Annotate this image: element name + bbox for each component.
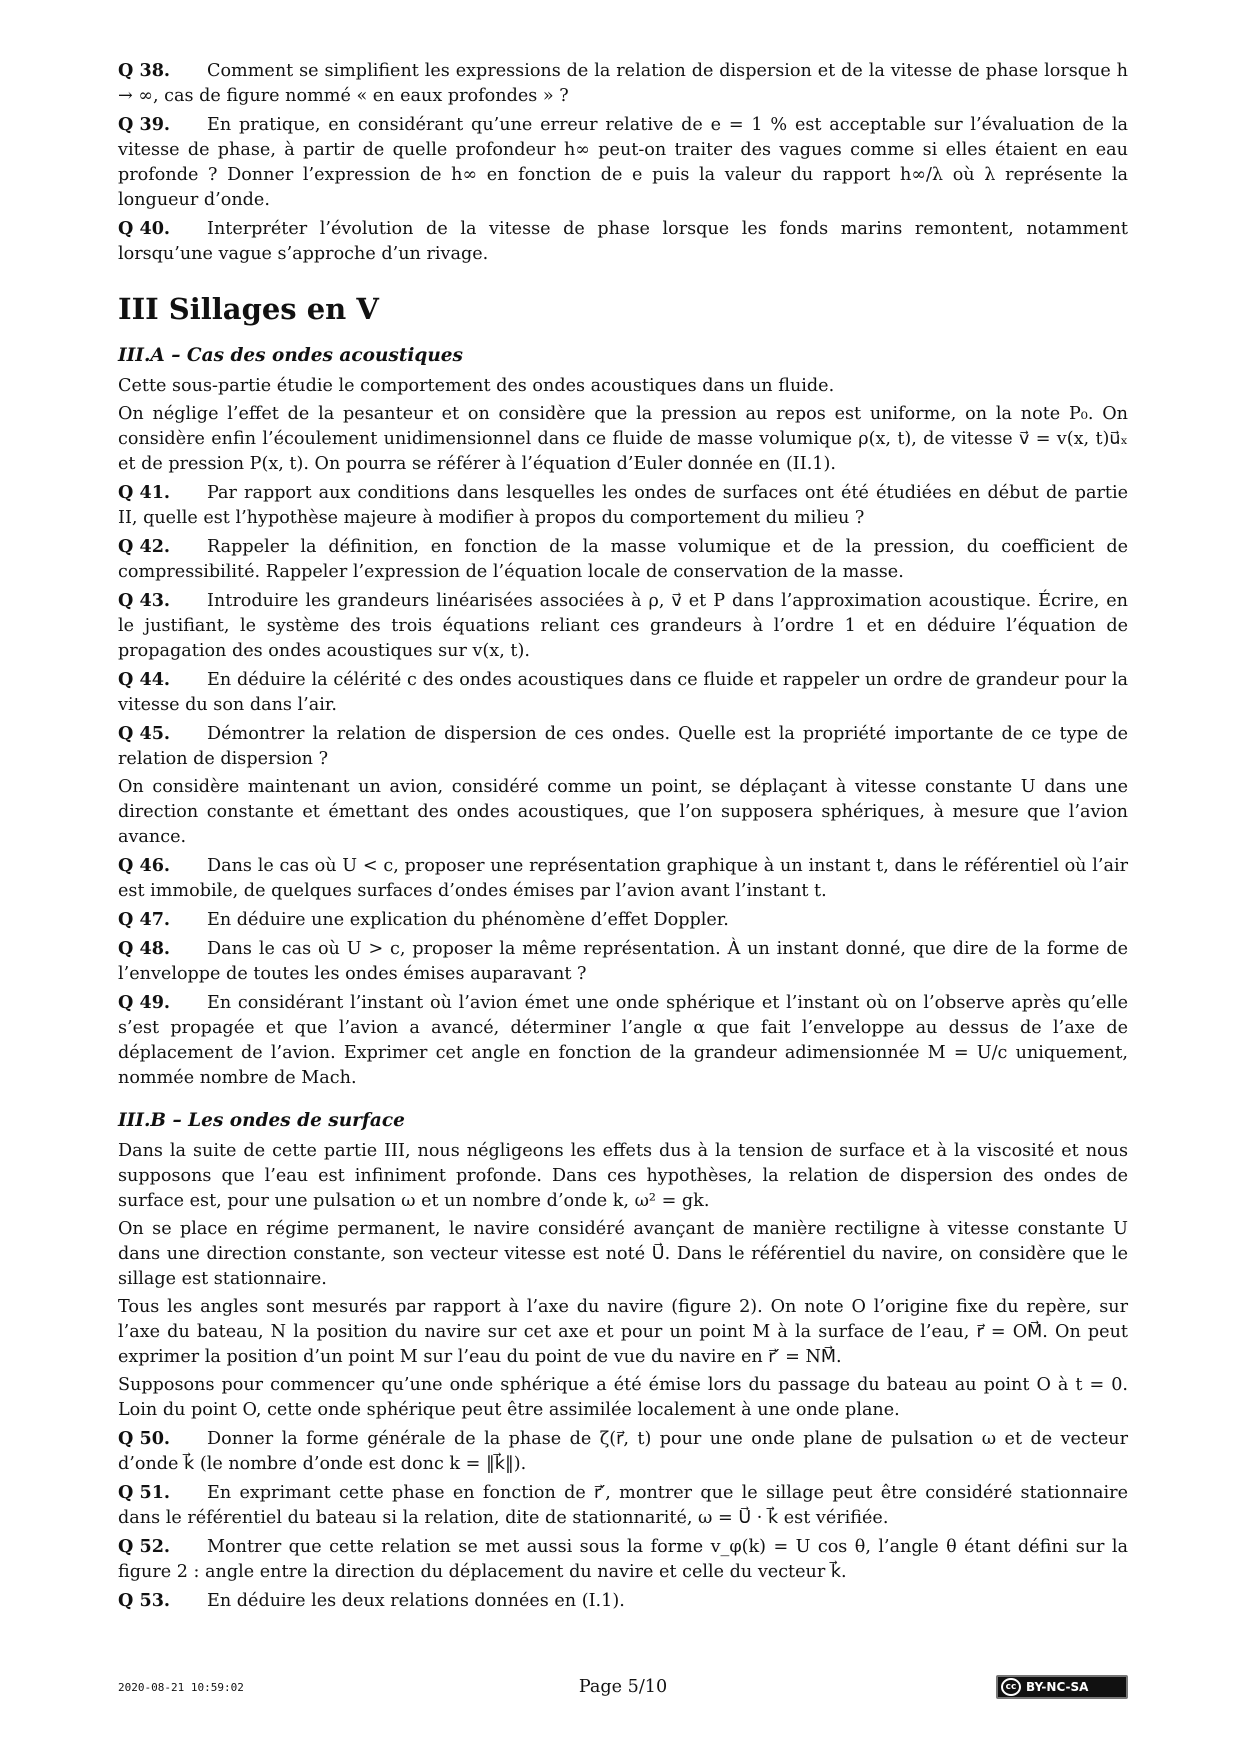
question-text: Introduire les grandeurs linéarisées associées à ρ, v⃗ et P dans l’approximation acoustique. Écrire, en le justifiant, le système des trois équations reliant ces grandeurs à l’ordre 1 et en déduire l’équation de propagation des ondes acoustiques sur v(x, t). [118, 591, 1128, 661]
subsection-a-title: III.A – Cas des ondes acoustiques [118, 345, 463, 366]
question-text: En exprimant cette phase en fonction de r⃗′, montrer que le sillage peut être considéré stationnaire dans le référentiel du bateau si la relation, dite de stationnarité, ω = U⃗ · k⃗ est vérifiée. [118, 1483, 1128, 1528]
question-text: Interpréter l’évolution de la vitesse de phase lorsque les fonds marins remontent, notamment lorsqu’une vague s’approche d’un rivage. [118, 219, 1128, 264]
question-number: Q 38. [118, 60, 171, 81]
question-38 [118, 58, 1128, 109]
question-42 [118, 534, 1128, 585]
question-number: Q 43. [118, 590, 171, 611]
timestamp: 2020-08-21 10:59:02 [118, 1681, 244, 1694]
question-text: En considérant l’instant où l’avion émet une onde sphérique et l’instant où on l’observe après qu’elle s’est propagée et que l’avion a avancé, déterminer l’angle α que fait l’enveloppe au dessus de l’axe de déplacement de l’avion. Exprimer cet angle en fonction de la grandeur adimensionnée M = U/c uniquement, nommée nombre de Mach. [118, 993, 1128, 1088]
paragraph: Cette sous-partie étudie le comportement des ondes acoustiques dans un fluide. [118, 376, 835, 396]
question-text: En pratique, en considérant qu’une erreur relative de e = 1 % est acceptable sur l’évaluation de la vitesse de phase, à partir de quelle profondeur h∞ peut-on traiter des vagues comme si elles étaient en eau profonde ? Donner l’expression de h∞ en fonction de e puis la valeur du rapport h∞/λ où λ représente la longueur d’onde. [118, 115, 1128, 210]
question-45 [118, 721, 1128, 772]
question-number: Q 45. [118, 723, 171, 744]
question-number: Q 39. [118, 114, 171, 135]
question-53 [118, 1588, 1128, 1614]
subsection-b-title: III.B – Les ondes de surface [118, 1110, 405, 1131]
question-46 [118, 853, 1128, 904]
question-text: Dans le cas où U < c, proposer une représentation graphique à un instant t, dans le référentiel où l’air est immobile, de quelques surfaces d’ondes émises par l’avion avant l’instant t. [118, 856, 1128, 901]
question-number: Q 40. [118, 218, 171, 239]
question-number: Q 46. [118, 855, 171, 876]
question-52 [118, 1534, 1128, 1585]
question-text: Dans le cas où U > c, proposer la même représentation. À un instant donné, que dire de la forme de l’enveloppe de toutes les ondes émises auparavant ? [118, 939, 1128, 984]
question-text: Comment se simplifient les expressions de la relation de dispersion et de la vitesse de phase lorsque h → ∞, cas de figure nommé « en eaux profondes » ? [118, 61, 1128, 106]
question-43 [118, 588, 1128, 664]
page-number: Page 5/10 [578, 1677, 668, 1697]
question-number: Q 44. [118, 669, 171, 690]
question-text: Montrer que cette relation se met aussi sous la forme v_φ(k) = U cos θ, l’angle θ étant défini sur la figure 2 : angle entre la direction du déplacement du navire et celle du vecteur k⃗. [118, 1537, 1128, 1582]
question-51 [118, 1480, 1128, 1531]
page-footer [118, 1675, 1128, 1705]
question-number: Q 42. [118, 536, 171, 557]
paragraph: On considère maintenant un avion, considéré comme un point, se déplaçant à vitesse constante U dans une direction constante et émettant des ondes acoustiques, que l’on supposera sphériques, à mesure que l’avion avance. [118, 777, 1128, 847]
document-page [118, 58, 1128, 1617]
question-39 [118, 112, 1128, 213]
paragraph: On néglige l’effet de la pesanteur et on considère que la pression au repos est uniforme, on la note P₀. On considère enfin l’écoulement unidimensionnel dans ce fluide de masse volumique ρ(x, t), de vitesse v⃗ = v(x, t)u⃗ₓ et de pression P(x, t). On pourra se référer à l’équation d’Euler donnée en (II.1). [118, 404, 1128, 474]
question-text: Par rapport aux conditions dans lesquelles les ondes de surfaces ont été étudiées en début de partie II, quelle est l’hypothèse majeure à modifier à propos du comportement du milieu ? [118, 483, 1128, 528]
question-49 [118, 990, 1128, 1091]
question-number: Q 49. [118, 992, 171, 1013]
question-text: En déduire une explication du phénomène d’effet Doppler. [207, 910, 729, 930]
section-title: III Sillages en V [118, 292, 379, 326]
paragraph: Supposons pour commencer qu’une onde sphérique a été émise lors du passage du bateau au point O à t = 0. Loin du point O, cette onde sphérique peut être assimilée localement à une onde plane. [118, 1375, 1128, 1420]
question-number: Q 51. [118, 1482, 171, 1503]
question-text: En déduire la célérité c des ondes acoustiques dans ce fluide et rappeler un ordre de grandeur pour la vitesse du son dans l’air. [118, 670, 1128, 715]
question-number: Q 41. [118, 482, 171, 503]
paragraph: On se place en régime permanent, le navire considéré avançant de manière rectiligne à vitesse constante U dans une direction constante, son vecteur vitesse est noté U⃗. Dans le référentiel du navire, on considère que le sillage est stationnaire. [118, 1219, 1128, 1289]
question-number: Q 50. [118, 1428, 171, 1449]
license-label: BY-NC-SA [1026, 1680, 1089, 1694]
question-41 [118, 480, 1128, 531]
question-47 [118, 907, 1128, 933]
question-number: Q 52. [118, 1536, 171, 1557]
question-number: Q 48. [118, 938, 171, 959]
cc-icon: cc [1001, 1678, 1021, 1696]
question-text: En déduire les deux relations données en (I.1). [207, 1591, 625, 1611]
paragraph: Tous les angles sont mesurés par rapport à l’axe du navire (figure 2). On note O l’origine fixe du repère, sur l’axe du bateau, N la position du navire sur cet axe et pour un point M à la surface de l’eau, r⃗ = OM⃗. On peut exprimer la position d’un point M sur l’eau du point de vue du navire en r⃗′ = NM⃗. [118, 1297, 1128, 1367]
license-badge[interactable] [996, 1675, 1128, 1699]
question-40 [118, 216, 1128, 267]
question-50 [118, 1426, 1128, 1477]
question-text: Rappeler la définition, en fonction de la masse volumique et de la pression, du coefficient de compressibilité. Rappeler l’expression de l’équation locale de conservation de la masse. [118, 537, 1128, 582]
question-number: Q 47. [118, 909, 171, 930]
question-text: Démontrer la relation de dispersion de ces ondes. Quelle est la propriété importante de ce type de relation de dispersion ? [118, 724, 1128, 769]
question-number: Q 53. [118, 1590, 171, 1611]
question-text: Donner la forme générale de la phase de ζ(r⃗, t) pour une onde plane de pulsation ω et de vecteur d’onde k⃗ (le nombre d’onde est donc k = ‖k⃗‖). [118, 1429, 1128, 1474]
question-48 [118, 936, 1128, 987]
paragraph: Dans la suite de cette partie III, nous négligeons les effets dus à la tension de surface et à la viscosité et nous supposons que l’eau est infiniment profonde. Dans ces hypothèses, la relation de dispersion des ondes de surface est, pour une pulsation ω et un nombre d’onde k, ω² = gk. [118, 1141, 1128, 1211]
question-44 [118, 667, 1128, 718]
